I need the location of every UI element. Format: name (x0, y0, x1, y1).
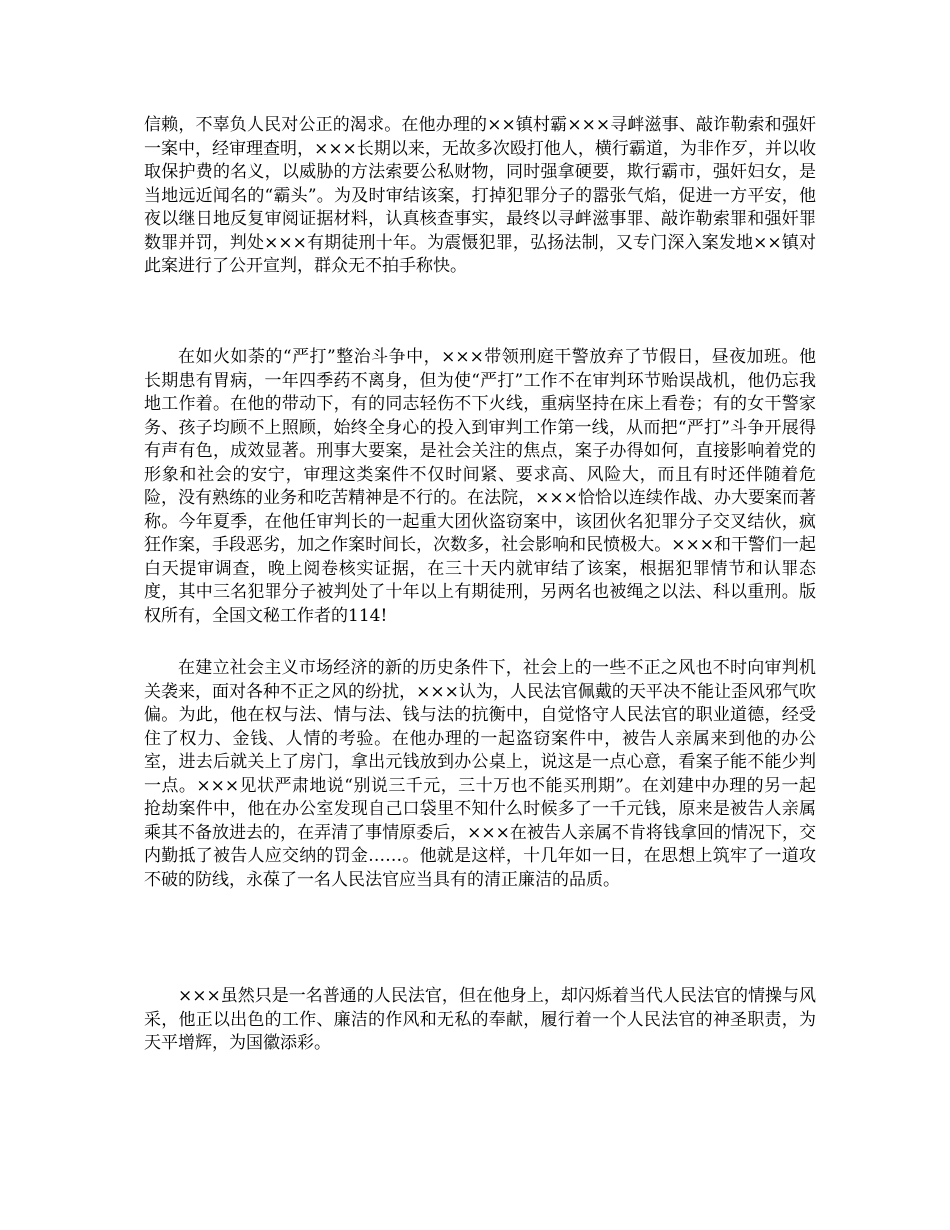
paragraph-3: 在建立社会主义市场经济的新的历史条件下，社会上的一些不正之风也不时向审判机关袭来，面对各种不正之风的纷扰，×××认为，人民法官佩戴的天平决不能让歪风邪气吹偏。为此，他在权与法、情与法、钱与法的抗衡中，自觉恪守人民法官的职业道德，经受住了权力、金钱、人情的考验。在他办理的一起盗窃案件中，被告人亲属来到他的办公室，进去后就关上了房门，拿出元钱放到办公桌上，说这是一点心意，看案子能不能少判一点。×××见状严肃地说“别说三千元，三十万也不能买刑期”。在刘建中办理的另一起抢劫案件中，他在办公室发现自己口袋里不知什么时候多了一千元钱，原来是被告人亲属乘其不备放进去的，在弄清了事情原委后，×××在被告人亲属不肯将钱拿回的情况下，交内勤抵了被告人应交纳的罚金……。他就是这样，十几年如一日，在思想上筑牢了一道攻不破的防线，永葆了一名人民法官应当具有的清正廉洁的品质。 (144, 658, 816, 890)
paragraph-4: ×××虽然只是一名普通的人民法官，但在他身上，却闪烁着当代人民法官的情操与风采，他正以出色的工作、廉洁的作风和无私的奉献，履行着一个人民法官的神圣职责，为天平增辉，为国徽添彩。 (144, 986, 816, 1053)
paragraph-1: 信赖，不辜负人民对公正的渴求。在他办理的××镇村霸×××寻衅滋事、敲诈勒索和强奸一案中，经审理查明，×××长期以来，无故多次殴打他人，横行霸道，为非作歹，并以收取保护费的名义，以威胁的方法索要公私财物，同时强拿硬要，欺行霸市，强奸妇女，是当地远近闻名的“霸头”。为及时审结该案，打掉犯罪分子的嚣张气焰，促进一方平安，他夜以继日地反复审阅证据材料，认真核查事实，最终以寻衅滋事罪、敲诈勒索罪和强奸罪数罪并罚，判处×××有期徒刑十年。为震慑犯罪，弘扬法制，又专门深入案发地××镇对此案进行了公开宣判，群众无不拍手称快。 (144, 115, 816, 276)
paragraph-2: 在如火如荼的“严打”整治斗争中，×××带领刑庭干警放弃了节假日，昼夜加班。他长期患有胃病，一年四季药不离身，但为使“严打”工作不在审判环节贻误战机，他仍忘我地工作着。在他的带动下，有的同志轻伤不下火线，重病坚持在床上看卷；有的女干警家务、孩子均顾不上照顾，始终全身心的投入到审判工作第一线，从而把“严打”斗争开展得有声有色，成效显著。刑事大要案，是社会关注的焦点，案子办得如何，直接影响着党的形象和社会的安宁，审理这类案件不仅时间紧、要求高、风险大，而且有时还伴随着危险，没有熟练的业务和吃苦精神是不行的。在法院，×××恰恰以连续作战、办大要案而著称。今年夏季，在他任审判长的一起重大团伙盗窃案中，该团伙名犯罪分子交叉结伙，疯狂作案，手段恶劣，加之作案时间长，次数多，社会影响和民愤极大。×××和干警们一起白天提审调查，晚上阅卷核实证据，在三十天内就审结了该案，根据犯罪情节和认罪态度，其中三名犯罪分子被判处了十年以上有期徒刑，另两名也被绳之以法、科以重刑。版权所有，全国文秘工作者的114! (144, 347, 816, 626)
